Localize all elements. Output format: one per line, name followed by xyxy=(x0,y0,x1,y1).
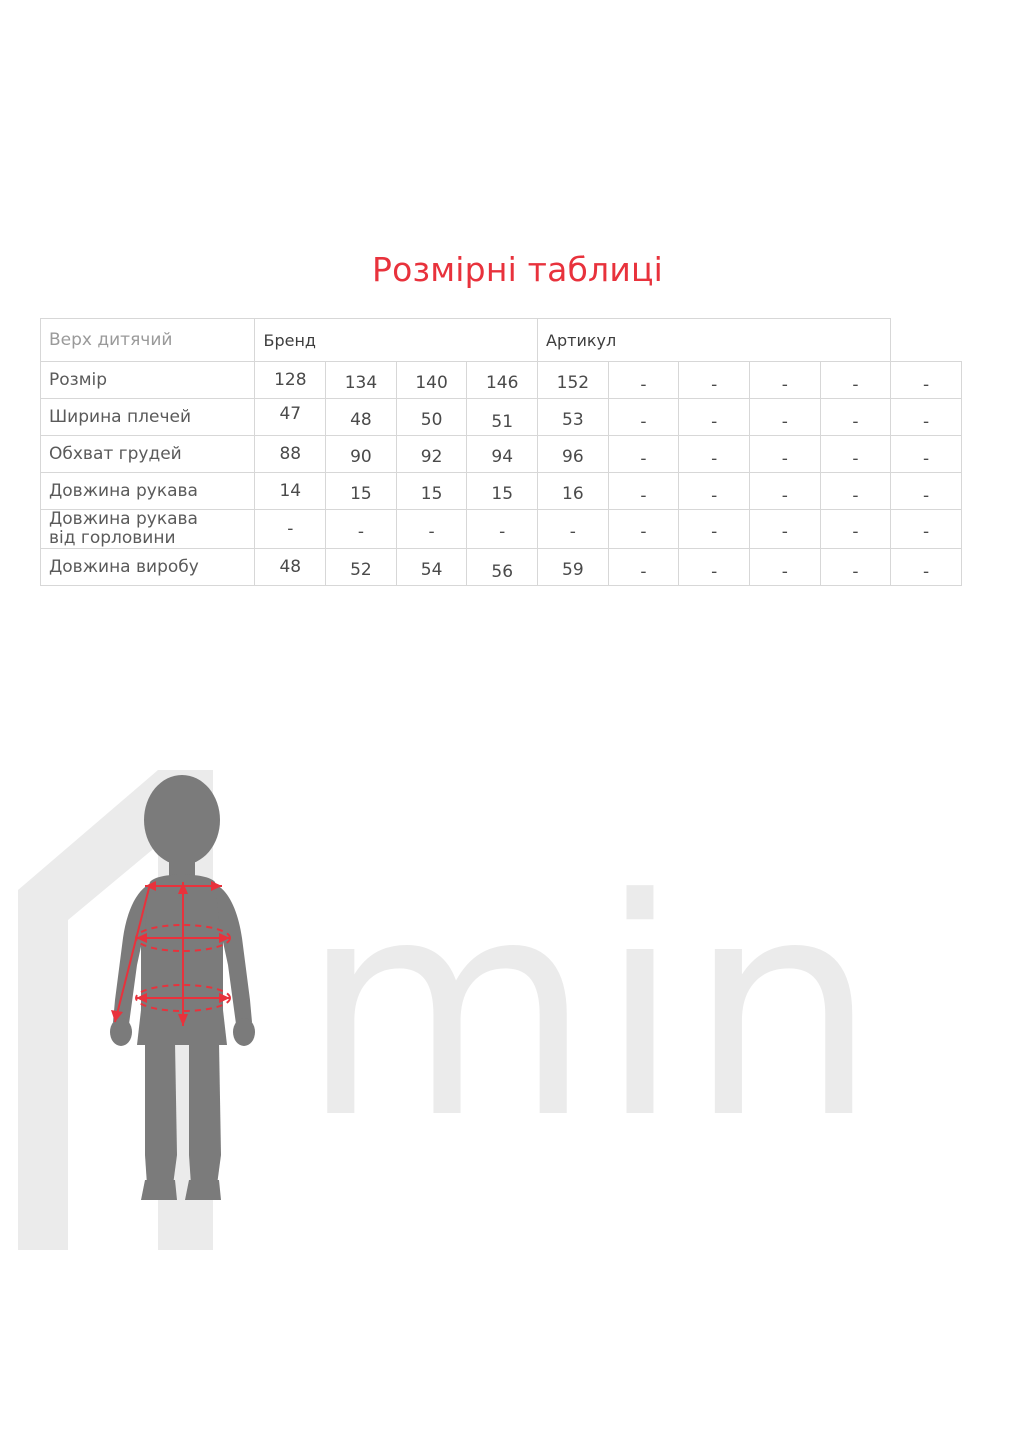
row-label: Довжина рукава xyxy=(41,473,255,510)
cell-value: - xyxy=(749,554,820,591)
cell-value: 15 xyxy=(396,476,467,513)
size-table-container xyxy=(40,318,962,586)
cell-value: - xyxy=(608,554,679,591)
cell-value: 96 xyxy=(538,439,609,476)
cell-value: - xyxy=(679,478,750,515)
cell-value: 59 xyxy=(538,552,609,589)
row-label: Розмір xyxy=(41,362,255,399)
cell-value: - xyxy=(820,478,891,515)
cell-value: - xyxy=(538,513,609,552)
cell-value: 56 xyxy=(467,554,538,591)
cell-value: 16 xyxy=(538,476,609,513)
cell-value: 14 xyxy=(255,473,326,510)
cell-value: - xyxy=(679,554,750,591)
cell-value: 53 xyxy=(538,402,609,439)
header-brand: Бренд xyxy=(255,319,538,362)
cell-value: - xyxy=(326,513,397,552)
row-label: Довжина рукава від горловини xyxy=(41,510,255,549)
cell-value: 52 xyxy=(326,552,397,589)
cell-value: 48 xyxy=(255,549,326,586)
cell-value: 51 xyxy=(467,404,538,441)
cell-value: - xyxy=(608,404,679,441)
cell-value: 15 xyxy=(326,476,397,513)
cell-value: 92 xyxy=(396,439,467,476)
cell-value: 88 xyxy=(255,436,326,473)
table-row xyxy=(41,436,962,473)
row-label: Обхват грудей xyxy=(41,436,255,473)
cell-value: - xyxy=(396,513,467,552)
cell-value: - xyxy=(749,404,820,441)
cell-value: - xyxy=(891,554,962,591)
cell-value: - xyxy=(749,367,820,404)
row-label: Ширина плечей xyxy=(41,399,255,436)
cell-value: - xyxy=(679,513,750,552)
cell-value: 140 xyxy=(396,365,467,402)
cell-value: - xyxy=(749,513,820,552)
size-table xyxy=(40,318,962,586)
cell-value: - xyxy=(891,513,962,552)
cell-value: - xyxy=(608,478,679,515)
table-row xyxy=(41,473,962,510)
header-category: Верх дитячий xyxy=(41,319,255,362)
page-title: Розмірні таблиці xyxy=(371,250,664,289)
cell-value: - xyxy=(891,441,962,478)
row-label: Довжина виробу xyxy=(41,549,255,586)
cell-value: - xyxy=(820,367,891,404)
cell-value: 90 xyxy=(326,439,397,476)
table-row xyxy=(41,362,962,399)
cell-value: - xyxy=(749,441,820,478)
cell-value: - xyxy=(608,441,679,478)
cell-value: - xyxy=(820,554,891,591)
cell-value: 128 xyxy=(255,362,326,399)
cell-value: - xyxy=(891,367,962,404)
cell-value: - xyxy=(467,513,538,552)
cell-value: 47 xyxy=(255,396,326,433)
header-article: Артикул xyxy=(538,319,891,362)
cell-value: - xyxy=(891,478,962,515)
cell-value: 50 xyxy=(396,402,467,439)
cell-value: 15 xyxy=(467,476,538,513)
cell-value: - xyxy=(679,441,750,478)
cell-value: - xyxy=(608,367,679,404)
table-row xyxy=(41,399,962,436)
cell-value: - xyxy=(820,404,891,441)
cell-value: - xyxy=(820,513,891,552)
table-header-row xyxy=(41,319,962,362)
watermark-text: min xyxy=(300,835,884,1184)
cell-value: - xyxy=(749,478,820,515)
cell-value: - xyxy=(891,404,962,441)
cell-value: 152 xyxy=(538,365,609,402)
table-row xyxy=(41,510,962,549)
table-row xyxy=(41,549,962,586)
cell-value: - xyxy=(679,404,750,441)
cell-value: 48 xyxy=(326,402,397,439)
cell-value: 94 xyxy=(467,439,538,476)
cell-value: 146 xyxy=(467,365,538,402)
cell-value: 134 xyxy=(326,365,397,402)
cell-value: - xyxy=(679,367,750,404)
cell-value: - xyxy=(255,510,326,549)
cell-value: - xyxy=(608,513,679,552)
cell-value: - xyxy=(820,441,891,478)
measurement-figure xyxy=(95,760,315,1230)
cell-value: 54 xyxy=(396,552,467,589)
